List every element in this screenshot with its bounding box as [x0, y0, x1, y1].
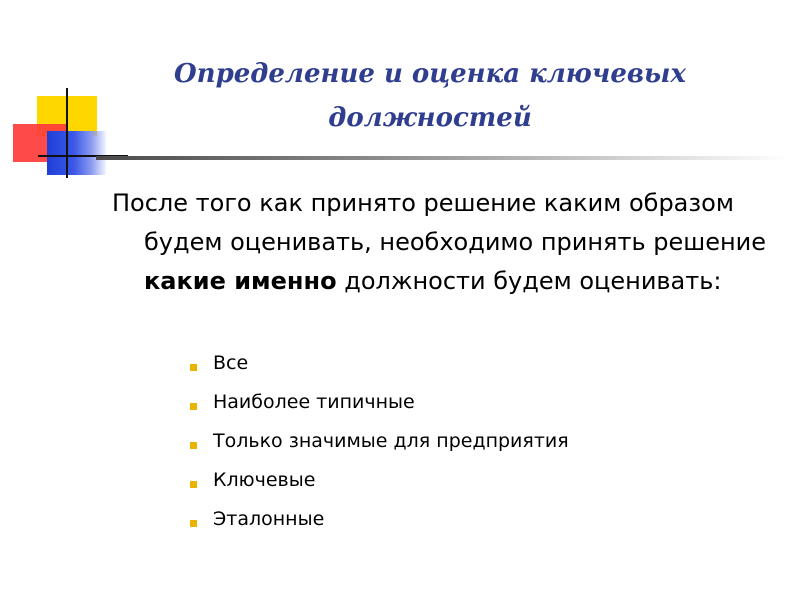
list-item-label: Наиболее типичные [213, 391, 415, 413]
lead-text-start: После того как принято решение каким образом будем оценивать, необходимо принять решение [112, 189, 767, 256]
square-bullet-icon [190, 520, 197, 527]
vertical-line-icon [66, 88, 68, 178]
blue-square-icon [47, 131, 106, 175]
list-item-label: Все [213, 352, 249, 374]
list-item-label: Ключевые [213, 469, 316, 491]
list-item-label: Эталонные [213, 508, 325, 530]
list-item [190, 500, 750, 539]
list-item [190, 344, 750, 383]
square-bullet-icon [190, 481, 197, 488]
list-item [190, 383, 750, 422]
square-bullet-icon [190, 403, 197, 410]
lead-text-end: должности будем оценивать: [336, 267, 722, 295]
list-item [190, 422, 750, 461]
square-bullet-icon [190, 442, 197, 449]
square-bullet-icon [190, 364, 197, 371]
list-item [190, 461, 750, 500]
lead-paragraph [112, 184, 800, 301]
list-item-label: Только значимые для предприятия [213, 430, 569, 452]
slide-title: Определение и оценка ключевых должностей [174, 59, 686, 133]
lead-text-bold: какие именно [144, 267, 337, 295]
title-underline [96, 156, 790, 160]
bullet-list [190, 344, 750, 539]
